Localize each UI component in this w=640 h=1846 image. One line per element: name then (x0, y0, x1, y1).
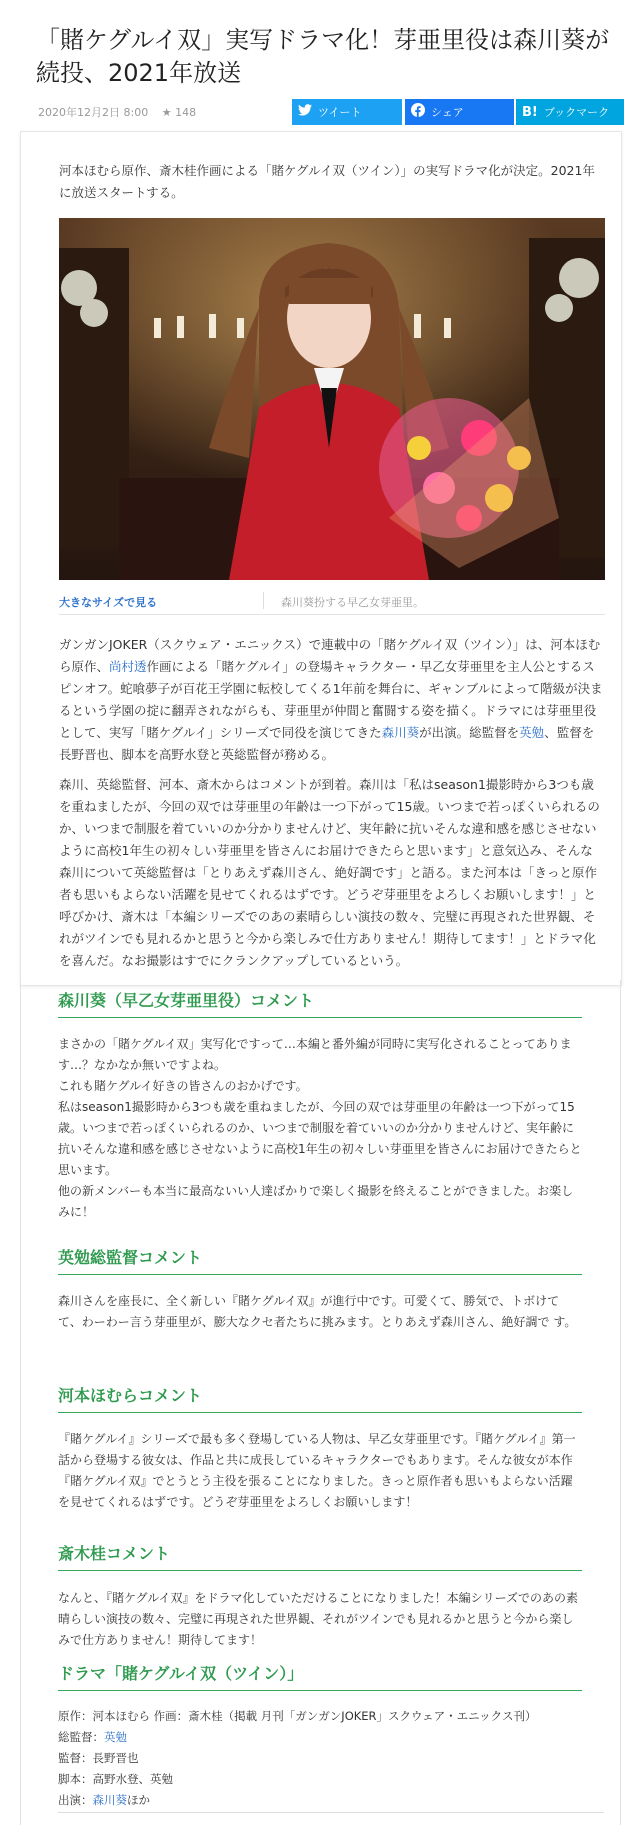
link-hanabusa-tsutomu[interactable]: 英勉 (519, 725, 545, 740)
comment-body-morikawa: まさかの「賭ケグルイ双」実写化ですって…本編と番外編が同時に実写化されることってあります…？なかなか無いですよね。 これも賭ケグルイ好きの皆さんのおかげです。 私はseason1撮影時から3つも歳を重ねましたが、今回の双では芽亜里の年齢は一つ下がって15歳。いつまで若っぽくいられるのか、いつまで制服を着ていいのか分かりませんけど、実年齢に抗いそんな違和感を感じさせないように高校1年生の初々しい芽亜里を皆さんにお届けできたらと思います。 他の新メンバーも本当に最高ないい人達ばかりで楽しく撮影を終えることができました。お楽しみに！ (58, 1037, 582, 1219)
lower-frame-right (620, 980, 621, 1825)
para1-text-a: ガンガンJOKER（スクウェア・エニックス）で連載中の「賭ケグルイ双（ツイン）」は、河本ほむら原作、 (59, 637, 601, 674)
hatena-bookmark-button[interactable] (516, 99, 624, 125)
share-label: シェア (431, 106, 464, 119)
comment-heading-saiki: 斎木桂コメント (58, 1541, 582, 1571)
caption-divider (263, 592, 264, 609)
comment-heading-morikawa: 森川葵（早乙女芽亜里役）コメント (58, 988, 582, 1018)
credit-screenplay: 脚本：高野水登、英勉 (58, 1772, 173, 1786)
facebook-share-button[interactable] (405, 99, 514, 125)
credit-chief-director (58, 1727, 582, 1748)
credit-cast-label: 出演： (58, 1793, 93, 1807)
comment-heading-hanabusa: 英勉総監督コメント (58, 1245, 582, 1275)
comment-heading-kawamoto: 河本ほむらコメント (58, 1383, 582, 1413)
link-morikawa-aoi[interactable]: 森川葵 (381, 725, 420, 740)
hatena-bookmark-icon: B! (522, 104, 538, 120)
photo-caption-row (59, 586, 605, 615)
credit-cast (58, 1790, 582, 1811)
photo-illustration (59, 218, 605, 580)
twitter-bird-icon (298, 104, 312, 120)
para1-text-d: 、監督を長野晋也、脚本を高野水登と英総監督が務める。 (59, 725, 595, 762)
credit-cast-suffix: ほか (127, 1793, 150, 1807)
lower-frame-left (20, 980, 21, 1825)
comment-body-hanabusa: 森川さんを座長に、全く新しい『賭ケグルイ双』が進行中です。可愛くて、勝気で、トボけて て、わーわー言う芽亜里が、膨大なクセ者たちに挑みます。とりあえず森川さん、絶好調で す。 (58, 1294, 577, 1329)
article-paragraph-2: 森川、英総監督、河本、斎木からはコメントが到着。森川は「私はseason1撮影時から3つも歳を重ねましたが、今回の双では芽亜里の年齢は一つ下がって15歳。いつまで若っぽくいられるのか、いつまで制服を着ていいのか分かりませんけど、実年齢に抗いそんな違和感を感じさせないように高校1年生の初々しい芽亜里を皆さんにお届けできたらと思います」と意気込み、そんな森川について英総監督は「とりあえず森川さん、絶好調です」と語る。また河本は「きっと原作者も思いもよらない活躍を見せてくれるはずです。どうぞ芽亜里をよろしくお願いします！」と呼びかけ、斎木は「本編シリーズでのあの素晴らしい演技の数々、完璧に再現された世界観、それがツインでも見れるかと思うと今から楽しみで仕方ありません！期待してます！」とドラマ化を喜んだ。なお撮影はすでにクランクアップしているという。 (59, 777, 600, 968)
credits-heading: ドラマ「賭ケグルイ双（ツイン）」 (58, 1661, 582, 1691)
comment-body-kawamoto: 『賭ケグルイ』シリーズで最も多く登場している人物は、早乙女芽亜里です。『賭ケグルイ』第一話から登場する彼女は、作品と共に成長しているキャラクターでもあります。そんな彼女が本作『賭ケグルイ双』でとうとう主役を張ることになりました。きっと原作者も思いもよらない活躍を見せてくれるはずです。どうぞ芽亜里をよろしくお願いします！ (58, 1432, 576, 1509)
article-title: 「賭ケグルイ双」実写ドラマ化！芽亜里役は森川葵が続投、2021年放送 (36, 26, 610, 87)
credits-list (58, 1706, 582, 1811)
credit-chief-director-label: 総監督： (58, 1730, 104, 1744)
article-photo[interactable] (59, 218, 605, 580)
view-large-link[interactable]: 大きなサイズで見る (59, 596, 158, 609)
article-lead: 河本ほむら原作、斎木桂作画による「賭ケグルイ双（ツイン）」の実写ドラマ化が決定。2021年に放送スタートする。 (59, 163, 595, 200)
tweet-button[interactable] (292, 99, 402, 125)
credit-original: 原作：河本ほむら 作画：斎木桂（掲載 月刊「ガンガンJOKER」スクウェア・エニックス刊） (58, 1709, 537, 1723)
star-icon: ★ (161, 106, 172, 119)
para1-text-c: が出演。総監督を (419, 725, 520, 740)
article-meta (38, 104, 196, 120)
credit-director: 監督：長野晋也 (58, 1751, 139, 1765)
para1-text-b: 作画による「賭ケグルイ」の登場キャラクター・早乙女芽亜里を主人公とするスピンオフ。蛇喰夢子が百花王学園に転校してくる1年前を舞台に、ギャンブルによって階級が決まるという学園の掟に翻弄されながらも、芽亜里が仲間と奮闘する姿を描く。ドラマには芽亜里役として、実写「賭ケグルイ」シリーズで同役を演じてきた (59, 659, 603, 740)
tweet-label: ツイート (318, 106, 362, 119)
link-credit-morikawa[interactable]: 森川葵 (92, 1793, 127, 1807)
article-date: 2020年12月2日 8:00 (38, 106, 149, 119)
bookmark-label: ブックマーク (543, 106, 610, 119)
facebook-icon (411, 103, 425, 121)
comment-body-saiki: なんと、『賭ケグルイ双』をドラマ化していただけることになりました！本編シリーズでのあの素晴らしい演技の数々、完璧に再現された世界観、それがツインでも見れるかと思うと今から楽しみで仕方ありません！期待してます！ (58, 1591, 578, 1647)
link-author-artist[interactable]: 尚村透 (109, 659, 147, 674)
bottom-divider (58, 1812, 604, 1813)
article-paragraph-1 (59, 634, 605, 766)
link-credit-hanabusa[interactable]: 英勉 (104, 1730, 127, 1744)
star-count: 148 (175, 106, 197, 119)
photo-caption: 森川葵扮する早乙女芽亜里。 (281, 596, 424, 609)
